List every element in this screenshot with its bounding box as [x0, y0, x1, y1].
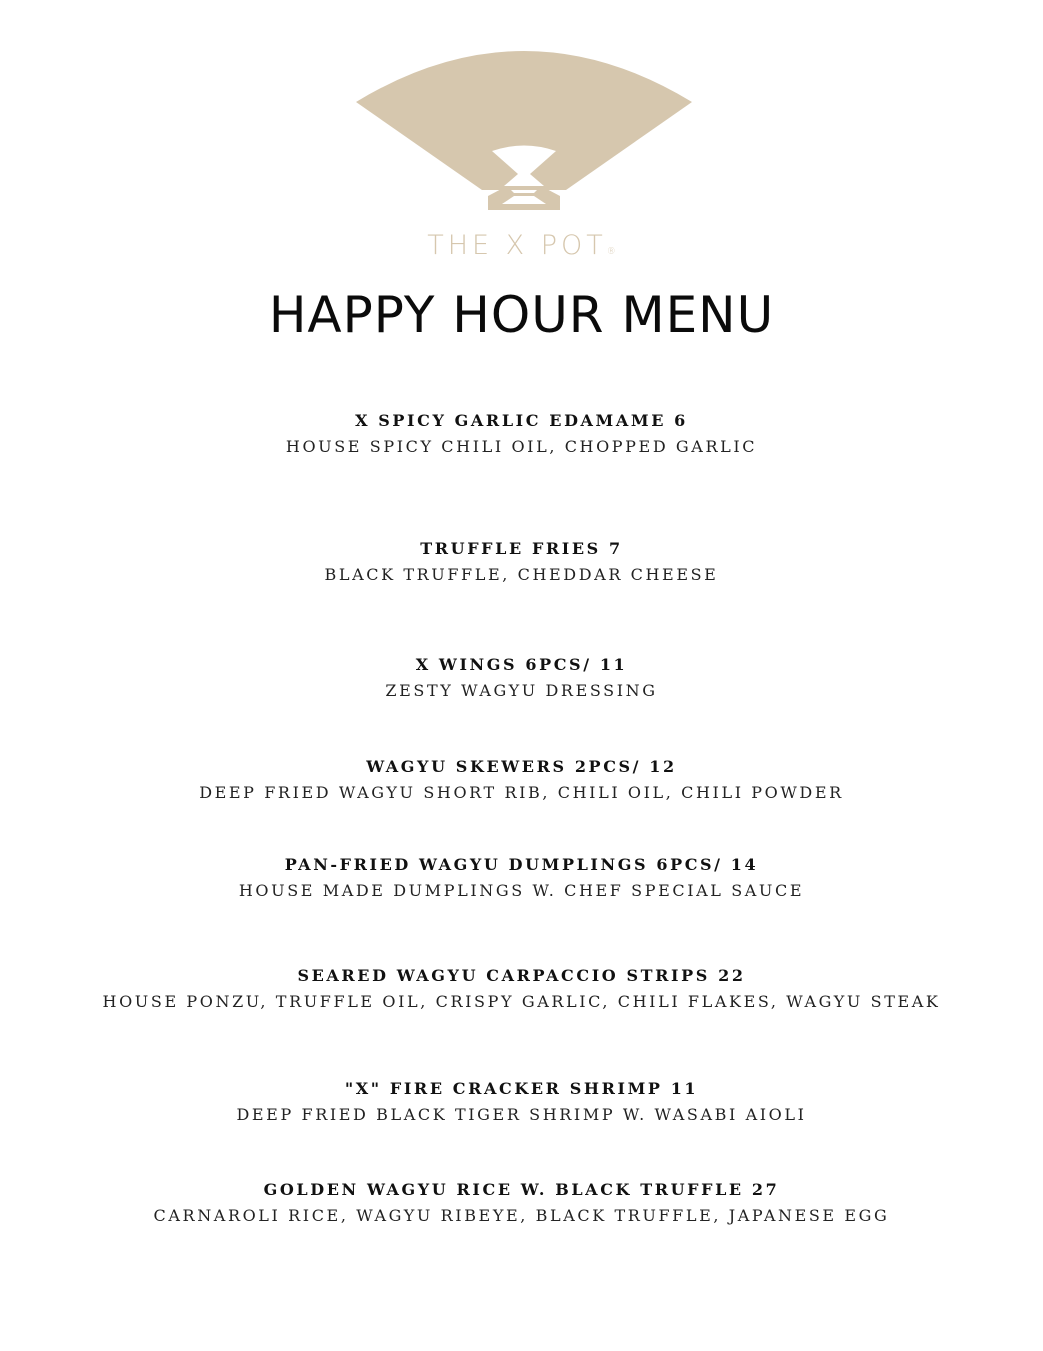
menu-item-name: X WINGS 6PCS/ 11	[415, 655, 628, 674]
menu-item-name: GOLDEN WAGYU RICE W. BLACK TRUFFLE 27	[263, 1180, 780, 1199]
registered-mark: ®	[606, 247, 616, 257]
menu-item-name: SEARED WAGYU CARPACCIO STRIPS 22	[297, 966, 746, 985]
menu-item-description: DEEP FRIED WAGYU SHORT RIB, CHILI OIL, CHILI POWDER	[199, 783, 844, 802]
menu-item	[0, 652, 1043, 704]
menu-item-description: HOUSE PONZU, TRUFFLE OIL, CRISPY GARLIC, CHILI FLAKES, WAGYU STEAK	[102, 992, 941, 1011]
fan-logo-icon	[354, 50, 694, 215]
menu-item	[0, 1177, 1043, 1229]
menu-item	[0, 754, 1043, 806]
brand-name: THE X POT	[427, 230, 607, 261]
menu-item-description: BLACK TRUFFLE, CHEDDAR CHEESE	[324, 565, 719, 584]
menu-item-name: "X" FIRE CRACKER SHRIMP 11	[344, 1079, 699, 1098]
menu-item-name: X SPICY GARLIC EDAMAME 6	[355, 411, 688, 430]
page-title: HAPPY HOUR MENU	[268, 286, 775, 344]
menu-item-name: PAN-FRIED WAGYU DUMPLINGS 6PCS/ 14	[284, 855, 759, 874]
menu-item-name: TRUFFLE FRIES 7	[420, 539, 623, 558]
menu-item-description: CARNAROLI RICE, WAGYU RIBEYE, BLACK TRUFFLE, JAPANESE EGG	[153, 1206, 890, 1225]
menu-item-description: HOUSE MADE DUMPLINGS W. CHEF SPECIAL SAUCE	[238, 881, 805, 900]
menu-item-description: DEEP FRIED BLACK TIGER SHRIMP W. WASABI AIOLI	[236, 1105, 807, 1124]
brand-wordmark	[0, 230, 1043, 261]
menu-item	[0, 536, 1043, 588]
menu-item-description: ZESTY WAGYU DRESSING	[385, 681, 658, 700]
menu-item	[0, 963, 1043, 1015]
menu-item	[0, 852, 1043, 904]
menu-item-name: WAGYU SKEWERS 2PCS/ 12	[366, 757, 677, 776]
menu-item	[0, 408, 1043, 460]
menu-item	[0, 1076, 1043, 1128]
menu-item-description: HOUSE SPICY CHILI OIL, CHOPPED GARLIC	[285, 437, 758, 456]
